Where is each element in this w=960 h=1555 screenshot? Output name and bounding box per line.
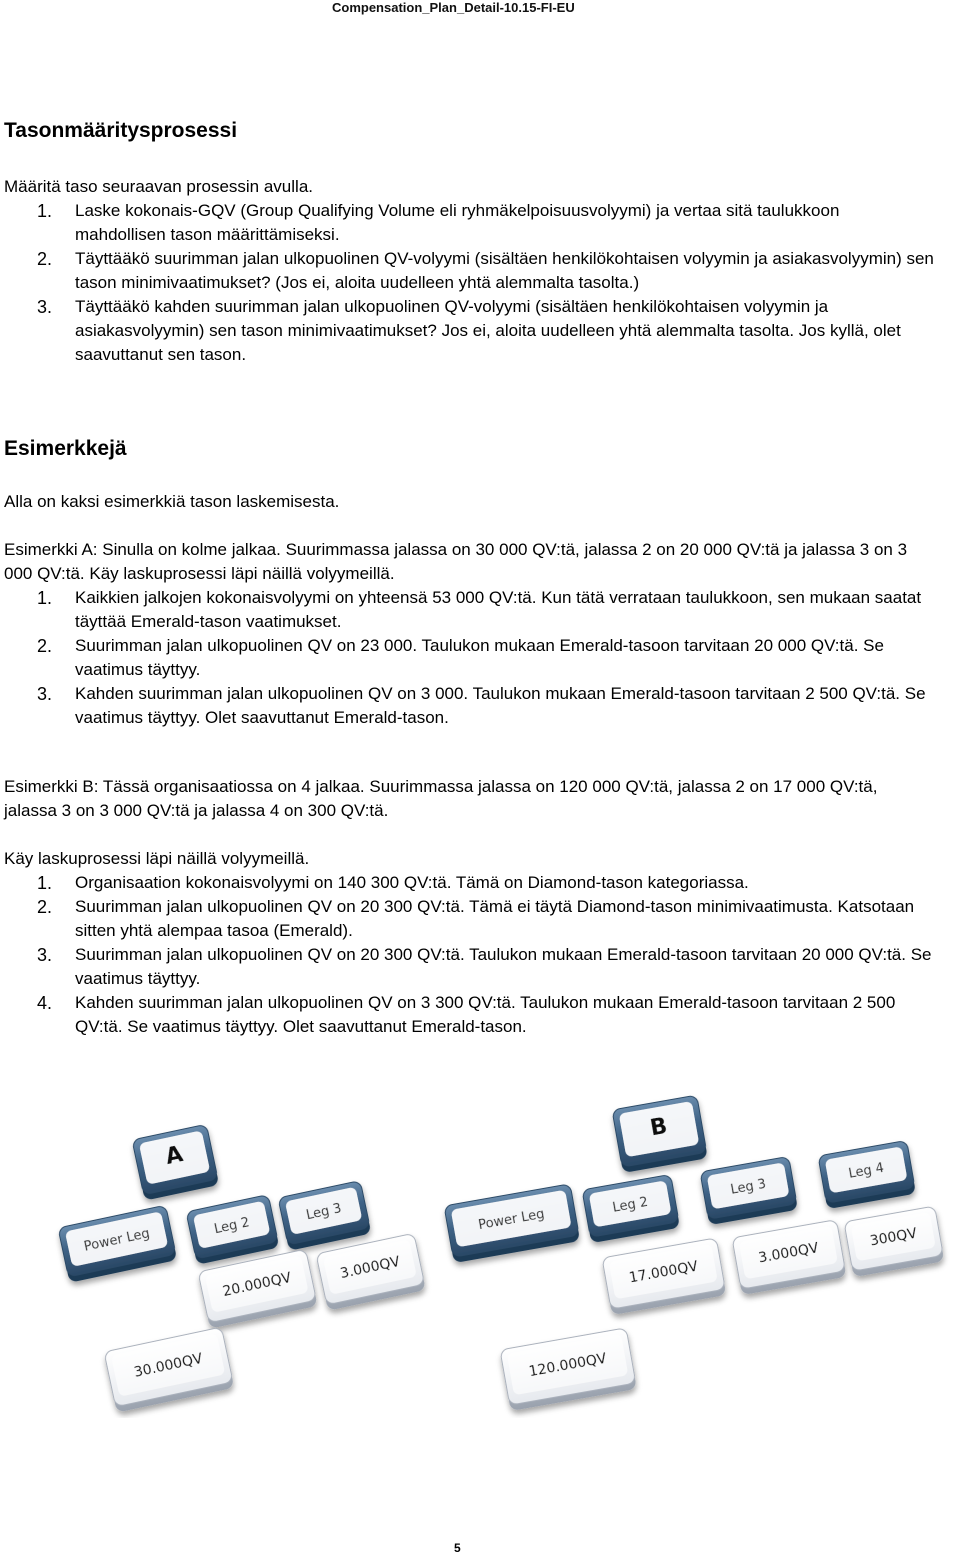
example-b-leg2-key xyxy=(582,1174,680,1243)
list-item: 1. Kaikkien jalkojen kokonaisvolyymi on yhteensä 53 000 QV:tä. Kun tätä verrataan taulukkoon, sen mukaan saatat täyttää Emerald-tason vaatimukset. xyxy=(37,588,922,631)
example-a-leg3-key xyxy=(278,1181,371,1251)
example-a-leg2-value-key-label: 20.000QV xyxy=(221,1269,293,1301)
example-a-steps xyxy=(4,586,934,730)
example-b-leg3-value-key xyxy=(732,1220,846,1296)
list-item: 2. Suurimman jalan ulkopuolinen QV on 23 000. Taulukon mukaan Emerald-tasoon tarvitaan 20 000 QV:tä. Se vaatimus täyttyy. xyxy=(37,636,884,679)
example-b-leg2-key-label: Leg 2 xyxy=(611,1194,650,1216)
example-b-steps xyxy=(4,871,934,1039)
example-b-leg4-key xyxy=(818,1140,916,1209)
example-b-leg3-key-label: Leg 3 xyxy=(729,1176,768,1198)
leg-volume-diagram xyxy=(0,1088,960,1418)
example-a-leg2-key xyxy=(186,1195,279,1265)
example-b-leg3-value-key-label: 3.000QV xyxy=(757,1240,820,1267)
diagram-keys xyxy=(58,1095,944,1413)
list-item: 3. Täyttääkö kahden suurimman jalan ulkopuolinen QV-volyymi (sisältäen henkilökohtaisen volyymin ja asiakasvolyymin) sen tason minimivaatimukset? Jos ei, aloita uudelleen yhtä alemmalta tasolta. Jos kyllä, olet saavuttanut sen tason. xyxy=(37,297,901,364)
page-number: 5 xyxy=(454,1541,461,1555)
example-a-power-leg-value-key xyxy=(104,1327,234,1413)
example-b-letter-key-label: B xyxy=(648,1113,670,1142)
list-item: 3. Kahden suurimman jalan ulkopuolinen QV on 3 000. Taulukon mukaan Emerald-tasoon tarvitaan 2 500 QV:tä. Se vaatimus täyttyy. Olet saavuttanut Emerald-tason. xyxy=(37,684,926,727)
list-item: 1. Laske kokonais-GQV (Group Qualifying Volume eli ryhmäkelpoisuusvolyymi) ja vertaa sitä taulukkoon mahdollisen tason määrittämiseksi. xyxy=(37,201,840,244)
example-a-intro: Esimerkki A: Sinulla on kolme jalkaa. Suurimmassa jalassa on 30 000 QV:tä, jalassa 2 on 20 000 QV:tä ja jalassa 3 on 3 000 QV:tä. Käy laskuprosessi läpi näillä volyymeillä. xyxy=(4,540,908,583)
example-a-power-leg-key xyxy=(58,1205,177,1283)
example-a-power-leg-value-key-label: 30.000QV xyxy=(132,1350,205,1381)
list-item: 2. Suurimman jalan ulkopuolinen QV on 20 300 QV:tä. Tämä ei täytä Diamond-tason minimivaatimusta. Katsotaan sitten yhtä alempaa tasoa (Emerald). xyxy=(37,897,915,940)
example-a-letter-key-label: A xyxy=(163,1142,186,1171)
section-intro: Määritä taso seuraavan prosessin avulla. xyxy=(4,177,313,196)
examples-intro: Alla on kaksi esimerkkiä tason laskemisesta. xyxy=(4,492,340,511)
example-b-intro: Esimerkki B: Tässä organisaatiossa on 4 jalkaa. Suurimmassa jalassa on 120 000 QV:tä, jalassa 2 on 17 000 QV:tä, jalassa 3 on 3 000 QV:tä ja jalassa 4 on 300 QV:tä. xyxy=(4,777,878,820)
example-b-leg4-key-label: Leg 4 xyxy=(847,1160,886,1182)
example-b-leg4-value-key-label: 300QV xyxy=(868,1225,919,1250)
process-steps-list xyxy=(4,199,934,367)
example-b-leg4-value-key xyxy=(844,1206,944,1277)
example-b-leg2-value-key-label: 17.000QV xyxy=(627,1258,700,1287)
list-item: 1. Organisaation kokonaisvolyymi on 140 300 QV:tä. Tämä on Diamond-tason kategoriassa. xyxy=(37,873,749,893)
list-item: 2. Täyttääkö suurimman jalan ulkopuolinen QV-volyymi (sisältäen henkilökohtaisen volyymin ja asiakasvolyymin) sen tason minimivaatimukset? (Jos ei, aloita uudelleen yhtä alemmalta tasolta.) xyxy=(37,249,934,292)
example-b-power-leg-value-key-label: 120.000QV xyxy=(527,1350,608,1381)
example-b-leg2-value-key xyxy=(602,1238,726,1315)
section-title-level-process: Tasonmääritysprosessi xyxy=(4,119,238,142)
example-b-leg3-key xyxy=(700,1156,798,1225)
example-b-power-leg-value-key xyxy=(500,1328,637,1411)
example-a-leg2-key-label: Leg 2 xyxy=(212,1215,251,1238)
example-b-letter-key xyxy=(612,1095,708,1173)
example-b-power-leg-key xyxy=(444,1184,580,1263)
list-item: 3. Suurimman jalan ulkopuolinen QV on 20 300 QV:tä. Taulukon mukaan Emerald-tasoon tarvitaan 20 000 QV:tä. Se vaatimus täyttyy. xyxy=(37,945,932,988)
example-a-leg2-value-key xyxy=(198,1249,318,1329)
example-a-power-leg-key-label: Power Leg xyxy=(82,1226,152,1255)
example-a-leg3-value-key xyxy=(316,1233,426,1311)
example-a-leg3-key-label: Leg 3 xyxy=(304,1201,343,1224)
list-item: 4. Kahden suurimman jalan ulkopuolinen QV on 3 300 QV:tä. Taulukon mukaan Emerald-tasoon tarvitaan 2 500 QV:tä. Se vaatimus täyttyy. Olet saavuttanut Emerald-tason. xyxy=(37,993,896,1036)
example-b-intro2: Käy laskuprosessi läpi näillä volyymeillä. xyxy=(4,849,310,868)
section-title-examples: Esimerkkejä xyxy=(4,437,127,460)
example-b-power-leg-key-label: Power Leg xyxy=(477,1206,546,1234)
example-a-leg3-value-key-label: 3.000QV xyxy=(338,1253,402,1283)
example-a-letter-key xyxy=(132,1124,219,1200)
document-filename: Compensation_Plan_Detail-10.15-FI-EU xyxy=(332,0,575,15)
